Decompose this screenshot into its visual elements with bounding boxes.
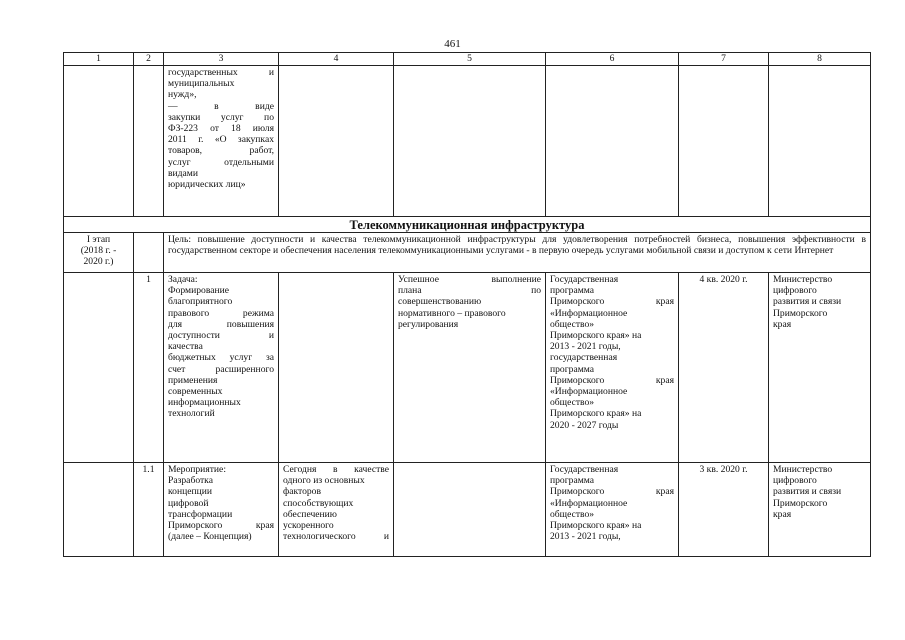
text-line: факторов (283, 486, 321, 498)
text-line: нужд», (168, 89, 197, 101)
text-line: Приморского (773, 497, 828, 509)
text-line: концепции (168, 486, 213, 498)
column-number-row (64, 53, 871, 66)
column-number: 4 (279, 53, 394, 66)
cell (134, 66, 164, 217)
text-line: «Информационное (550, 497, 628, 509)
text-line: государственных и (168, 67, 274, 78)
text-line: (далее – Концепция) (168, 531, 252, 543)
text-line: 2020 г.) (83, 256, 114, 268)
section-title: Телекоммуникационная инфраструктура (64, 217, 871, 233)
text-line: общество» (550, 397, 595, 409)
row-number: 1 (134, 273, 164, 463)
text-line: Приморского края (550, 486, 674, 498)
text-line: развития и связи (773, 296, 842, 308)
column-number: 1 (64, 53, 134, 66)
program-cell (546, 273, 679, 463)
measure-description (164, 463, 279, 557)
text-line: счет расширенного (168, 363, 274, 375)
stage-cell (64, 233, 134, 273)
text-line: одного из основных (283, 475, 365, 487)
cell (546, 66, 679, 217)
text-line: края (773, 318, 792, 330)
text-line: цифрового (773, 475, 817, 487)
cell (769, 66, 871, 217)
rationale-cell (279, 463, 394, 557)
continuation-row (64, 66, 871, 217)
text-line: Приморского края (168, 520, 274, 532)
text-line: товаров, работ, (168, 145, 274, 157)
text-line: услуг отдельными (168, 156, 274, 168)
text-line: цифрового (773, 285, 817, 297)
text-line: Министерство (773, 274, 833, 285)
deadline-cell: 4 кв. 2020 г. (679, 273, 769, 463)
measure-row (64, 463, 871, 557)
text-line: общество» (550, 508, 595, 520)
text-line: края (773, 508, 792, 520)
cell (394, 66, 546, 217)
text-line: трансформации (168, 508, 233, 520)
text-line: обеспечению (283, 508, 337, 520)
text-line: совершенствованию (398, 296, 482, 308)
stage-row (64, 233, 871, 273)
text-line: программа (550, 285, 595, 297)
cell (64, 273, 134, 463)
text-line: Приморского края» на (550, 520, 642, 532)
text-line: для повышения (168, 318, 274, 330)
column-number: 6 (546, 53, 679, 66)
cell (679, 66, 769, 217)
column-number: 2 (134, 53, 164, 66)
plan-table (63, 52, 871, 557)
column-number: 5 (394, 53, 546, 66)
text-line: информационных (168, 397, 241, 409)
text-line: качества (168, 341, 203, 353)
cell (64, 463, 134, 557)
text-line: Приморского края» на (550, 408, 642, 420)
text-line: программа (550, 475, 595, 487)
responsible-cell (769, 273, 871, 463)
text-line: современных (168, 386, 223, 398)
text-line: благоприятного (168, 296, 233, 308)
text-line: нормативного – правового (398, 307, 506, 319)
text-line: 2013 - 2021 годы, (550, 341, 621, 353)
cell (64, 66, 134, 217)
text-line: применения (168, 374, 218, 386)
goal-text: Цель: повышение доступности и качества телекоммуникационной инфраструктуры для удовлетворения потребностей бизнеса, повышения эффективности в государственном секторе и обеспечения населения телекоммуникационными услугами - в первую очередь услугами мобильной связи и доступом к сети Интернет (164, 233, 871, 273)
text-line: регулирования (398, 318, 459, 330)
text-line: юридических лиц» (168, 179, 246, 191)
text-line: Успешное выполнение (398, 274, 541, 285)
text-line: Приморского края» на (550, 330, 642, 342)
text-line: способствующих (283, 497, 354, 509)
cell (394, 463, 546, 557)
text-line: Разработка (168, 475, 213, 487)
text-line: Государственная (550, 464, 619, 475)
text-line: цифровой (168, 497, 209, 509)
text-line: Приморского края (550, 374, 674, 386)
text-line: «Информационное (550, 307, 628, 319)
text-line: технологического и (283, 531, 389, 543)
cell (134, 233, 164, 273)
text-line: Мероприятие: (168, 464, 226, 475)
text-line: Приморского (773, 307, 828, 319)
text-line: Приморского края (550, 296, 674, 308)
text-line: развития и связи (773, 486, 842, 498)
text-line: общество» (550, 318, 595, 330)
text-line: муниципальных (168, 78, 235, 90)
page-number: 461 (444, 38, 461, 50)
column-number: 8 (769, 53, 871, 66)
program-cell (546, 463, 679, 557)
column-number: 7 (679, 53, 769, 66)
text-line: закупки услуг по (168, 111, 274, 123)
cell (279, 273, 394, 463)
text-line: ускоренного (283, 520, 334, 532)
text-line: государственная (550, 352, 618, 364)
responsible-cell (769, 463, 871, 557)
text-line: правового режима (168, 307, 274, 319)
text-line: доступности и (168, 330, 274, 342)
text-line: программа (550, 363, 595, 375)
text-line: Задача: (168, 274, 198, 285)
indicator-cell (394, 273, 546, 463)
text-line: Государственная (550, 274, 619, 285)
section-row (64, 217, 871, 233)
cell (279, 66, 394, 217)
text-line: Формирование (168, 285, 230, 297)
text-line: 2013 - 2021 годы, (550, 531, 621, 543)
task-description (164, 273, 279, 463)
text-line: технологий (168, 408, 215, 420)
text-line: ФЗ-223 от 18 июля (168, 123, 274, 135)
text-line: бюджетных услуг за (168, 352, 274, 364)
text-line: (2018 г. - (80, 245, 117, 257)
cell-col3 (164, 66, 279, 217)
text-line: I этап (86, 234, 111, 245)
deadline-cell: 3 кв. 2020 г. (679, 463, 769, 557)
text-line: 2011 г. «О закупках (168, 134, 274, 146)
text-line: плана по (398, 285, 541, 297)
text-line: 2020 - 2027 годы (550, 419, 619, 431)
text-line: Сегодня в качестве (283, 464, 389, 475)
text-line: Министерство (773, 464, 833, 475)
column-number: 3 (164, 53, 279, 66)
text-line: «Информационное (550, 386, 628, 398)
task-row (64, 273, 871, 463)
row-number: 1.1 (134, 463, 164, 557)
text-line: — в виде (168, 100, 274, 112)
text-line: видами (168, 167, 199, 179)
